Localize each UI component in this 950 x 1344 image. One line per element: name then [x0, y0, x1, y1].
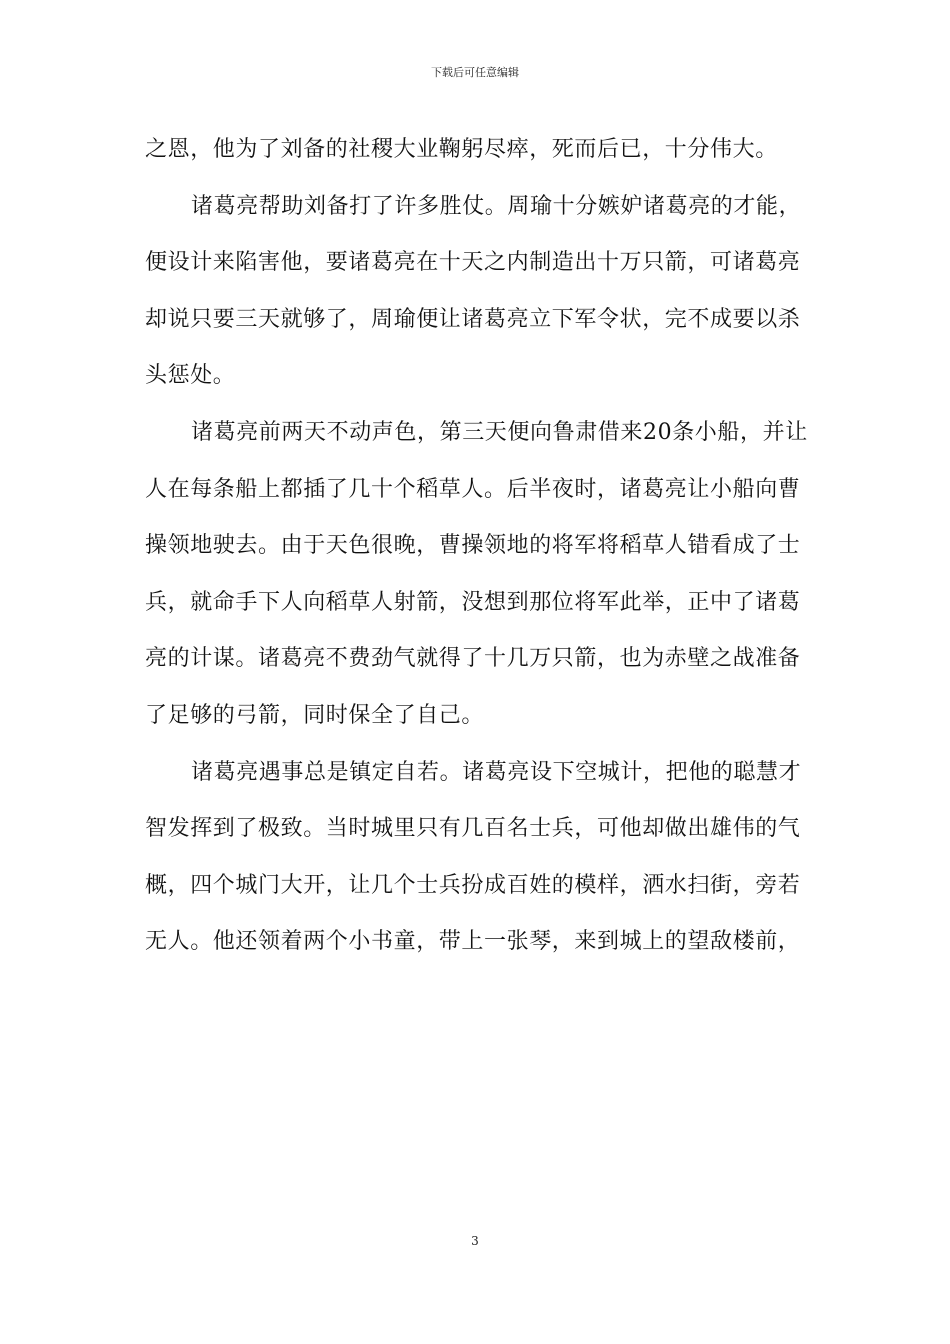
- document-body: [145, 130, 810, 979]
- text-line: 头惩处。: [145, 363, 236, 389]
- text-line: 便设计来陷害他，要诸葛亮在十天之内制造出十万只箭，可诸葛亮: [145, 250, 801, 276]
- paragraph-first-line: 诸葛亮帮助刘备打了许多胜仗。周瑜十分嫉妒诸葛亮的才能，: [191, 193, 802, 219]
- page-number: 3: [471, 1234, 479, 1248]
- text-line: 了足够的弓箭，同时保全了自己。: [145, 702, 485, 728]
- page-header: 下载后可任意编辑: [431, 66, 519, 79]
- text-line: 兵，就命手下人向稻草人射箭，没想到那位将军此举，正中了诸葛: [145, 589, 801, 615]
- paragraph-first-line: 诸葛亮遇事总是镇定自若。诸葛亮设下空城计，把他的聪慧才: [191, 759, 802, 785]
- text-line: 概，四个城门大开，让几个士兵扮成百姓的模样，洒水扫街，旁若: [145, 872, 801, 898]
- text-line: 亮的计谋。诸葛亮不费劲气就得了十几万只箭，也为赤壁之战准备: [145, 646, 801, 672]
- paragraph-first-line: 诸葛亮前两天不动声色，第三天便向鲁肃借来20条小船，并让: [191, 419, 808, 445]
- text-line: 无人。他还领着两个小书童，带上一张琴，来到城上的望敌楼前，: [145, 929, 801, 955]
- text-line: 之恩，他为了刘备的社稷大业鞠躬尽瘁，死而后已，十分伟大。: [145, 137, 778, 162]
- text-line: 却说只要三天就够了，周瑜便让诸葛亮立下军令状，完不成要以杀: [145, 306, 801, 332]
- text-line: 人在每条船上都插了几十个稻草人。后半夜时，诸葛亮让小船向曹: [145, 476, 801, 502]
- text-line: 智发挥到了极致。当时城里只有几百名士兵，可他却做出雄伟的气: [145, 816, 801, 842]
- text-line: 操领地驶去。由于天色很晚，曹操领地的将军将稻草人错看成了士: [145, 533, 801, 559]
